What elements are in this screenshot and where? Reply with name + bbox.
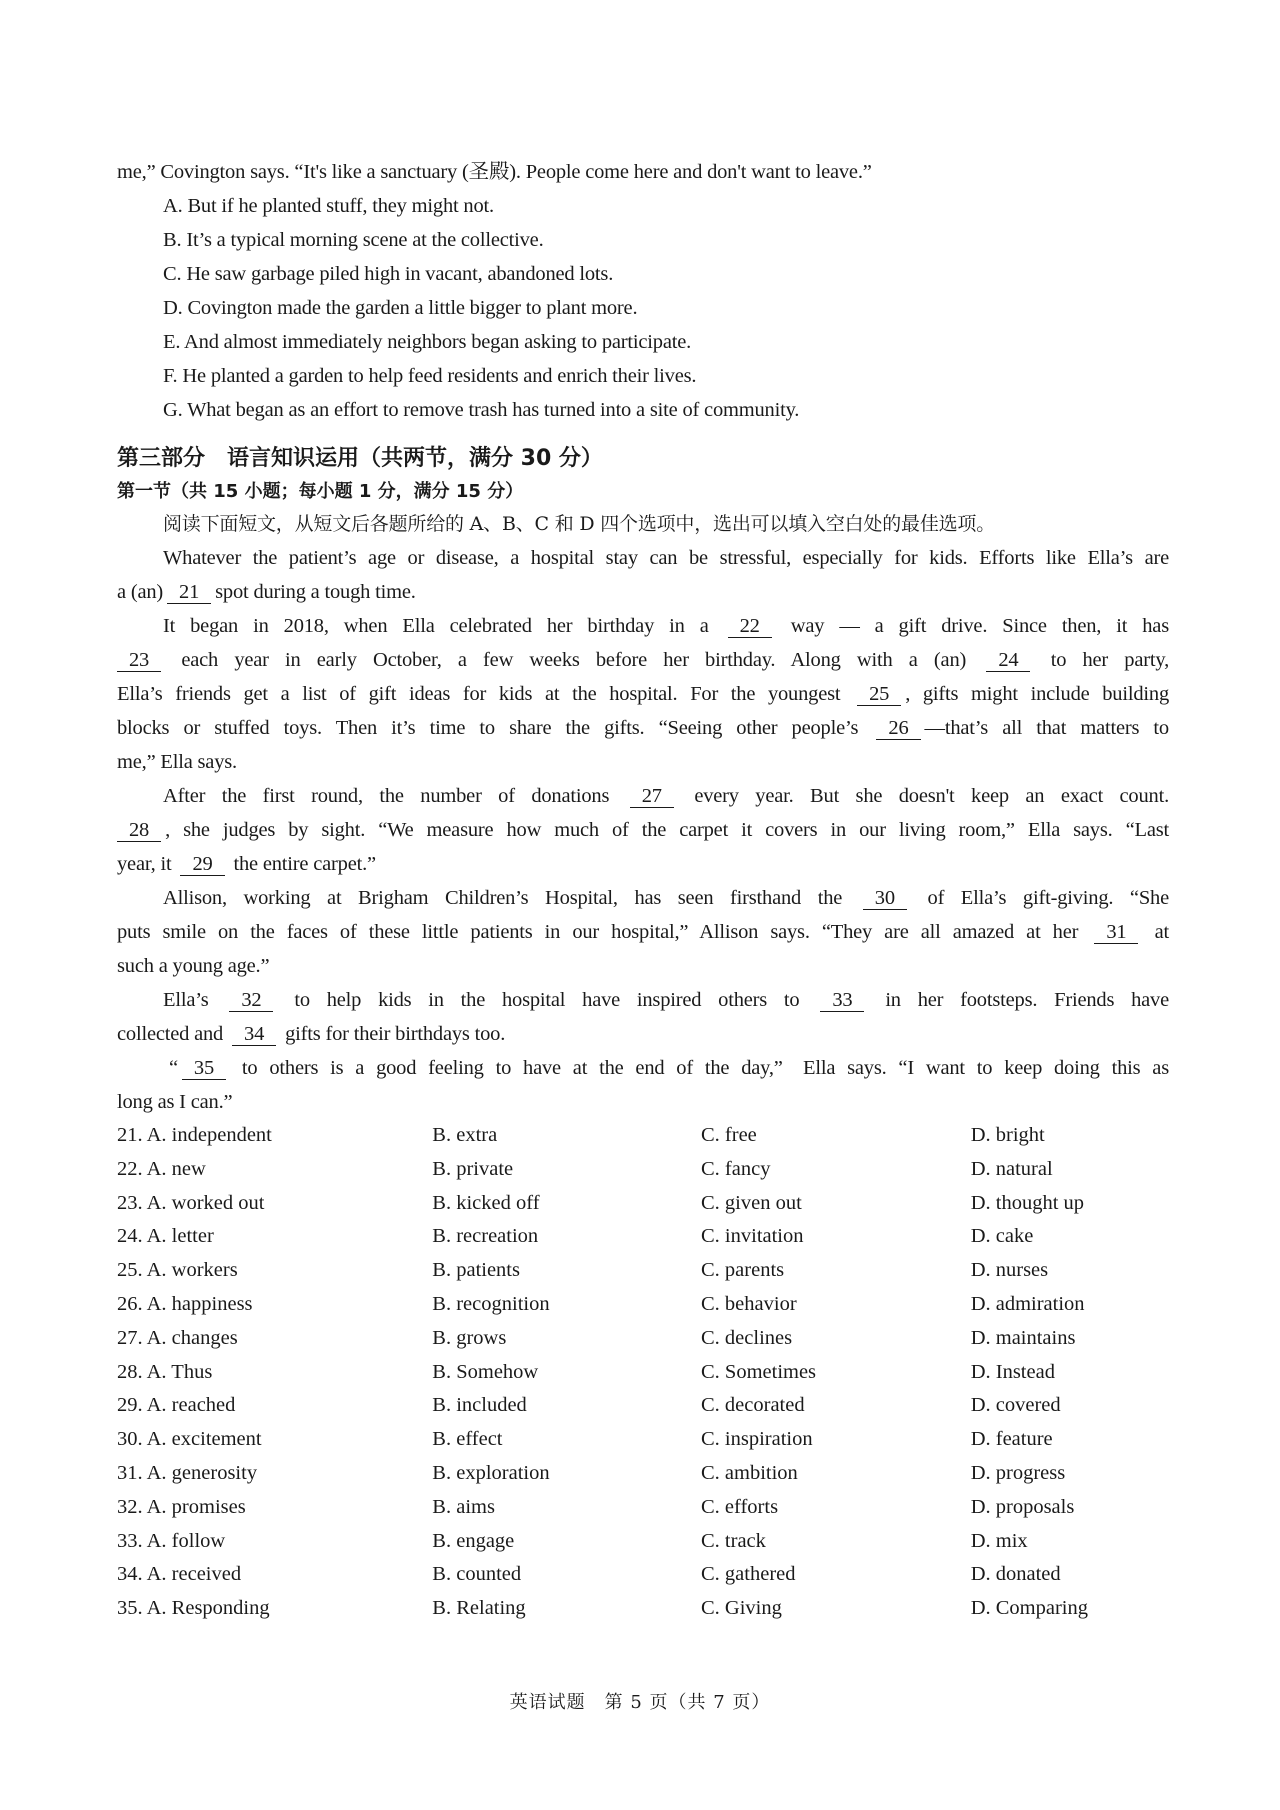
passage-line: year, it 29 the entire carpet.” [117, 853, 376, 875]
passage-line: a (an) 21 spot during a tough time. [117, 581, 416, 603]
cloze-passage [117, 541, 1169, 1119]
blank-24: 24 [986, 649, 1030, 672]
passage-line: me,” Ella says. [117, 751, 237, 773]
option-a: A. But if he planted stuff, they might not. [163, 195, 494, 217]
question-row: 35. A. Responding B. Relating C. Giving D. Comparing [117, 1597, 1088, 1620]
option-e: E. And almost immediately neighbors began asking to participate. [163, 331, 692, 353]
passage-line: 28 , she judges by sight. “We measure how much of the carpet it covers in our living room,” Ella says. “Last [117, 813, 1169, 847]
option-g: G. What began as an effort to remove trash has turned into a site of community. [163, 399, 800, 421]
question-row: 22. A. new B. private C. fancy D. natural [117, 1157, 1053, 1180]
blank-26: 26 [876, 717, 920, 740]
passage-line: It began in 2018, when Ella celebrated her birthday in a 22 way — a gift drive. Since then, it has [163, 615, 1169, 637]
previous-passage-end: me,” Covington says. “It's like a sanctuary (圣殿). People come here and don't want to leave.” [117, 161, 872, 183]
passage-line: Whatever the patient’s age or disease, a hospital stay can be stressful, especially for kids. Efforts like Ella’s are [163, 547, 1169, 569]
question-row: 30. A. excitement B. effect C. inspiration D. feature [117, 1428, 1053, 1451]
question-row: 25. A. workers B. patients C. parents D. nurses [117, 1259, 1049, 1282]
passage-line: Ella’s friends get a list of gift ideas for kids at the hospital. For the youngest 25 , gifts might include building [117, 683, 1169, 705]
question-row: 21. A. independent B. extra C. free D. bright [117, 1124, 1045, 1146]
previous-options-list [117, 189, 1169, 427]
passage-line: collected and 34 gifts for their birthdays too. [117, 1023, 506, 1045]
blank-23: 23 [117, 649, 161, 672]
passage-line: Ella’s 32 to help kids in the hospital have inspired others to 33 in her footsteps. Friends have [163, 989, 1169, 1011]
question-row: 31. A. generosity B. exploration C. ambition D. progress [117, 1461, 1066, 1484]
question-row: 33. A. follow B. engage C. track D. mix [117, 1529, 1028, 1552]
part-heading: 第三部分 语言知识运用（共两节，满分 30 分） [117, 446, 603, 471]
question-row: 32. A. promises B. aims C. efforts D. proposals [117, 1495, 1075, 1518]
question-row: 24. A. letter B. recreation C. invitation D. cake [117, 1225, 1034, 1248]
blank-32: 32 [229, 989, 273, 1012]
option-c: C. He saw garbage piled high in vacant, abandoned lots. [163, 263, 614, 285]
question-row: 26. A. happiness B. recognition C. behavior D. admiration [117, 1292, 1085, 1315]
question-row: 27. A. changes B. grows C. declines D. maintains [117, 1326, 1076, 1349]
blank-30: 30 [863, 887, 907, 910]
question-options-table [117, 1119, 1169, 1626]
blank-29: 29 [180, 853, 224, 876]
passage-line: 23 each year in early October, a few weeks before her birthday. Along with a (an) 24 to her party, [117, 643, 1169, 677]
passage-line: long as I can.” [117, 1091, 233, 1113]
blank-27: 27 [630, 785, 674, 808]
option-b: B. It’s a typical morning scene at the collective. [163, 229, 544, 251]
question-row: 29. A. reached B. included C. decorated D. covered [117, 1394, 1061, 1417]
section-heading: 第一节（共 15 小题；每小题 1 分，满分 15 分） [117, 481, 524, 502]
blank-22: 22 [728, 615, 772, 638]
question-row: 23. A. worked out B. kicked off C. given out D. thought up [117, 1191, 1085, 1214]
blank-25: 25 [857, 683, 901, 706]
passage-line: puts smile on the faces of these little patients in our hospital,” Allison says. “They are all amazed at her 31 at [117, 921, 1169, 943]
blank-35: 35 [182, 1057, 226, 1080]
page-footer: 英语试题 第 5 页（共 7 页） [509, 1692, 771, 1713]
blank-31: 31 [1094, 921, 1138, 944]
blank-34: 34 [232, 1023, 276, 1046]
passage-line: blocks or stuffed toys. Then it’s time to share the gifts. “Seeing other people’s 26 —that’s all that matters to [117, 717, 1169, 739]
passage-line: “ 35 to others is a good feeling to have at the end of the day,” Ella says. “I want to keep doing this as [169, 1057, 1169, 1079]
option-d: D. Covington made the garden a little bigger to plant more. [163, 297, 638, 319]
blank-28: 28 [117, 819, 161, 842]
exam-page [117, 0, 1169, 1626]
passage-line: Allison, working at Brigham Children’s Hospital, has seen firsthand the 30 of Ella’s gift-giving. “She [163, 887, 1169, 909]
question-row: 28. A. Thus B. Somehow C. Sometimes D. Instead [117, 1360, 1055, 1383]
blank-33: 33 [820, 989, 864, 1012]
question-row: 34. A. received B. counted C. gathered D. donated [117, 1563, 1061, 1586]
instructions: 阅读下面短文，从短文后各题所给的 A、B、C 和 D 四个选项中，选出可以填入空白处的最佳选项。 [163, 513, 996, 535]
option-f: F. He planted a garden to help feed residents and enrich their lives. [163, 365, 697, 387]
passage-line: such a young age.” [117, 955, 270, 977]
passage-line: After the first round, the number of donations 27 every year. But she doesn't keep an exact count. [163, 785, 1169, 807]
blank-21: 21 [167, 581, 211, 604]
